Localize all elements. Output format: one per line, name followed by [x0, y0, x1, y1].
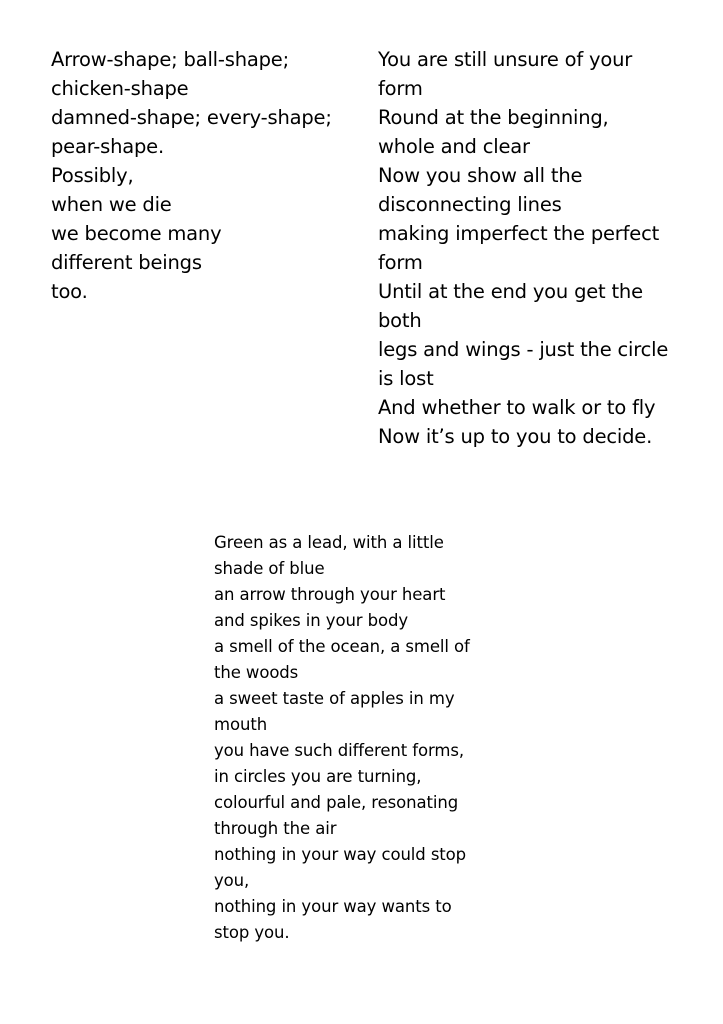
poem-line: mouth — [214, 715, 268, 734]
poem-line: form — [378, 77, 423, 100]
poem-line: an arrow through your heart — [214, 585, 446, 604]
poem-line: pear-shape. — [51, 135, 164, 158]
poem-line: the woods — [214, 663, 299, 682]
poem-line: And whether to walk or to fly — [378, 396, 656, 419]
poem-line: different beings — [51, 251, 202, 274]
poem-line: damned-shape; every-shape; — [51, 106, 332, 129]
poem-line: disconnecting lines — [378, 193, 562, 216]
poem-line: when we die — [51, 193, 172, 216]
poem-line: and spikes in your body — [214, 611, 409, 630]
poem-line: Now it’s up to you to decide. — [378, 425, 653, 448]
poem-line: nothing in your way wants to — [214, 897, 452, 916]
poem-line: we become many — [51, 222, 222, 245]
poem-line: through the air — [214, 819, 337, 838]
poem-line: in circles you are turning, — [214, 767, 422, 786]
poem-line: colourful and pale, resonating — [214, 793, 459, 812]
poem-line: chicken-shape — [51, 77, 189, 100]
poem-line: stop you. — [214, 923, 290, 942]
poem-line: Arrow-shape; ball-shape; — [51, 48, 289, 71]
poem-line: legs and wings - just the circle — [378, 338, 669, 361]
poem-line: Round at the beginning, — [378, 106, 609, 129]
poem-line: You are still unsure of your — [378, 48, 633, 71]
poem-line: Possibly, — [51, 164, 134, 187]
poem-left — [51, 45, 332, 306]
poem-line: a smell of the ocean, a smell of — [214, 637, 470, 656]
poem-line: Until at the end you get the — [378, 280, 643, 303]
poem-line: making imperfect the perfect — [378, 222, 660, 245]
poem-right — [378, 45, 668, 451]
poem-line: whole and clear — [378, 135, 530, 158]
poem-line: you have such different forms, — [214, 741, 465, 760]
poem-line: both — [378, 309, 422, 332]
poem-line: Green as a lead, with a little — [214, 533, 444, 552]
poem-line: too. — [51, 280, 88, 303]
poem-line: Now you show all the — [378, 164, 583, 187]
poem-line: you, — [214, 871, 250, 890]
poem-line: nothing in your way could stop — [214, 845, 467, 864]
poem-line: is lost — [378, 367, 434, 390]
poem-bottom — [214, 530, 470, 946]
poem-line: form — [378, 251, 423, 274]
poem-line: shade of blue — [214, 559, 325, 578]
poem-line: a sweet taste of apples in my — [214, 689, 455, 708]
